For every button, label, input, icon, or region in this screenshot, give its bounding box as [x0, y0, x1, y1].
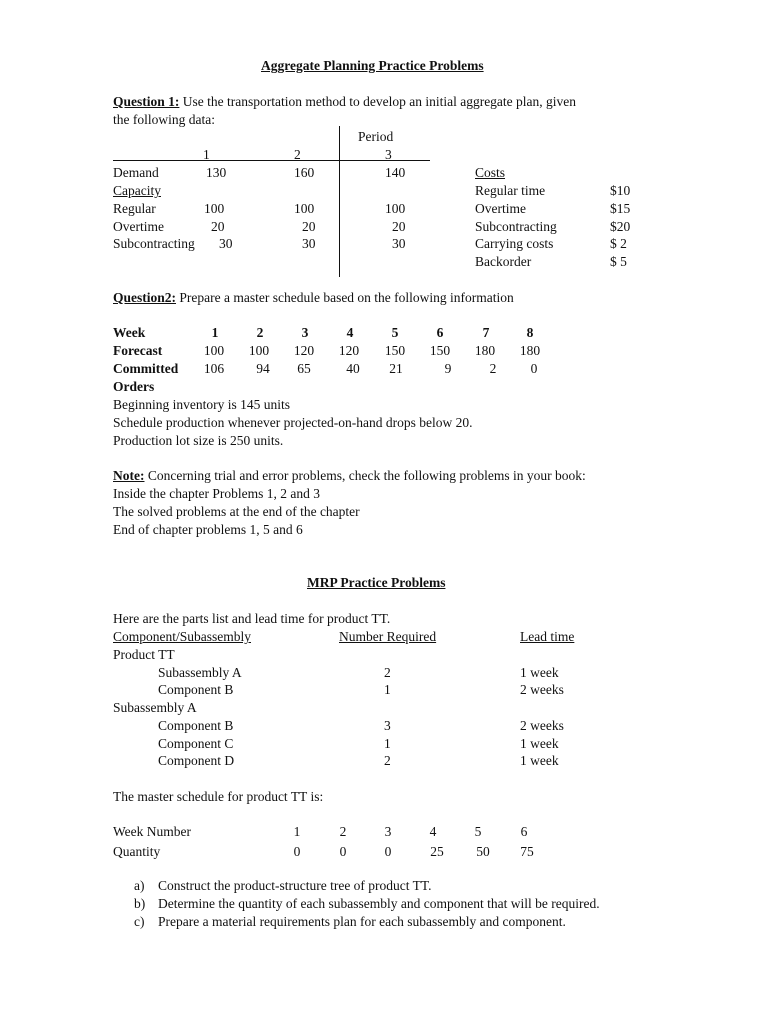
committed-label: Committed [113, 361, 179, 376]
cost-label: Backorder [475, 254, 532, 269]
cost-label: Regular time [475, 183, 546, 198]
committed-cell: 40 [346, 361, 360, 376]
question-1-text: Question 1: Use the transportation method to develop an initial aggregate plan, given [113, 94, 577, 109]
subcontracting-label: Subcontracting [113, 236, 195, 251]
week-number-cell: 4 [429, 824, 437, 839]
period-3: 3 [385, 147, 392, 162]
parts-row-lead: 1 week [520, 665, 559, 680]
question-1-label: Question 1: [113, 94, 180, 109]
overtime-3: 20 [392, 219, 406, 234]
note-text: Note: Concerning trial and error problems, check the following problems in your book: [113, 468, 586, 483]
parts-row-qty: 1 [384, 736, 391, 751]
period-2: 2 [294, 147, 301, 162]
period-1: 1 [203, 147, 210, 162]
parts-row-lead: 2 weeks [520, 718, 564, 733]
week-cell: 3 [301, 325, 309, 340]
task-marker: a) [134, 878, 145, 893]
committed-cell: 94 [256, 361, 270, 376]
costs-header: Costs [475, 165, 506, 180]
demand-2: 160 [294, 165, 315, 180]
task-text: Construct the product-structure tree of product TT. [158, 878, 432, 893]
quantity-cell: 0 [293, 844, 301, 859]
question-1-text-line2: the following data: [113, 112, 215, 127]
week-cell: 6 [436, 325, 444, 340]
parts-row-name: Product TT [113, 647, 175, 662]
week-cell: 5 [391, 325, 399, 340]
overtime-2: 20 [302, 219, 316, 234]
parts-row-name: Component C [158, 736, 234, 751]
regular-label: Regular [113, 201, 156, 216]
subcontracting-2: 30 [302, 236, 316, 251]
overtime-1: 20 [211, 219, 225, 234]
forecast-cell: 120 [293, 343, 315, 358]
quantity-cell: 50 [476, 844, 490, 859]
cost-value: $10 [610, 183, 631, 198]
week-cell: 4 [346, 325, 354, 340]
parts-row-name: Component D [158, 753, 235, 768]
cost-label: Carrying costs [475, 236, 554, 251]
week-number-label: Week Number [113, 824, 192, 839]
forecast-cell: 100 [248, 343, 270, 358]
week-number-cell: 6 [520, 824, 528, 839]
mrp-title: MRP Practice Problems [307, 575, 446, 590]
table-divider-horizontal [113, 160, 430, 161]
parts-row-name: Component B [158, 682, 234, 697]
regular-1: 100 [204, 201, 225, 216]
demand-label: Demand [113, 165, 159, 180]
committed-cell: 0 [530, 361, 538, 376]
forecast-cell: 150 [429, 343, 451, 358]
q2-info-line: Beginning inventory is 145 units [113, 397, 290, 412]
parts-row-name: Subassembly A [158, 665, 242, 680]
forecast-cell: 100 [203, 343, 225, 358]
task-marker: c) [134, 914, 145, 929]
q2-info-line: Production lot size is 250 units. [113, 433, 284, 448]
forecast-cell: 180 [519, 343, 541, 358]
committed-cell: 2 [489, 361, 497, 376]
regular-3: 100 [385, 201, 406, 216]
question-2-label: Question2: [113, 290, 177, 305]
demand-1: 130 [206, 165, 227, 180]
parts-row-qty: 1 [384, 682, 391, 697]
committed-cell: 106 [203, 361, 225, 376]
note-label: Note: [113, 468, 145, 483]
period-header: Period [358, 129, 394, 144]
capacity-label: Capacity [113, 183, 161, 198]
subcontracting-1: 30 [219, 236, 233, 251]
master-schedule-intro: The master schedule for product TT is: [113, 789, 324, 804]
task-text: Determine the quantity of each subassembly and component that will be required. [158, 896, 600, 911]
col-number-header: Number Required [339, 629, 437, 644]
week-cell: 2 [256, 325, 264, 340]
parts-row-name: Component B [158, 718, 234, 733]
committed-cell: 65 [297, 361, 311, 376]
task-text: Prepare a material requirements plan for each subassembly and component. [158, 914, 566, 929]
parts-row-qty: 3 [384, 718, 391, 733]
week-number-cell: 5 [474, 824, 482, 839]
quantity-cell: 0 [339, 844, 347, 859]
week-cell: 8 [526, 325, 534, 340]
cost-value: $15 [610, 201, 631, 216]
cost-label: Overtime [475, 201, 526, 216]
overtime-label: Overtime [113, 219, 164, 234]
question-2-text: Question2: Prepare a master schedule based on the following information [113, 290, 514, 305]
cost-value: $ 5 [610, 254, 627, 269]
forecast-label: Forecast [113, 343, 163, 358]
note-line: End of chapter problems 1, 5 and 6 [113, 522, 303, 537]
week-number-cell: 3 [384, 824, 392, 839]
table-divider-vertical [339, 126, 340, 277]
note-line: The solved problems at the end of the chapter [113, 504, 360, 519]
week-label: Week [113, 325, 146, 340]
task-marker: b) [134, 896, 146, 911]
parts-row-name: Subassembly A [113, 700, 197, 715]
orders-label: Orders [113, 379, 155, 394]
week-cell: 1 [211, 325, 219, 340]
q2-info-line: Schedule production whenever projected-on-hand drops below 20. [113, 415, 473, 430]
parts-row-lead: 1 week [520, 736, 559, 751]
forecast-cell: 180 [474, 343, 496, 358]
week-number-cell: 2 [339, 824, 347, 839]
subcontracting-3: 30 [392, 236, 406, 251]
week-cell: 7 [482, 325, 490, 340]
forecast-cell: 120 [338, 343, 360, 358]
quantity-cell: 0 [384, 844, 392, 859]
mrp-intro: Here are the parts list and lead time for product TT. [113, 611, 391, 626]
regular-2: 100 [294, 201, 315, 216]
col-component-header: Component/Subassembly [113, 629, 251, 644]
week-number-cell: 1 [293, 824, 301, 839]
note-line: Inside the chapter Problems 1, 2 and 3 [113, 486, 320, 501]
committed-cell: 21 [389, 361, 403, 376]
quantity-label: Quantity [113, 844, 161, 859]
forecast-cell: 150 [384, 343, 406, 358]
parts-row-lead: 2 weeks [520, 682, 564, 697]
parts-row-lead: 1 week [520, 753, 559, 768]
cost-value: $20 [610, 219, 631, 234]
quantity-cell: 75 [520, 844, 534, 859]
col-lead-header: Lead time [520, 629, 575, 644]
cost-label: Subcontracting [475, 219, 557, 234]
committed-cell: 9 [444, 361, 452, 376]
parts-row-qty: 2 [384, 753, 391, 768]
demand-3: 140 [385, 165, 406, 180]
cost-value: $ 2 [610, 236, 627, 251]
quantity-cell: 25 [430, 844, 444, 859]
parts-row-qty: 2 [384, 665, 391, 680]
page-title: Aggregate Planning Practice Problems [261, 58, 484, 73]
